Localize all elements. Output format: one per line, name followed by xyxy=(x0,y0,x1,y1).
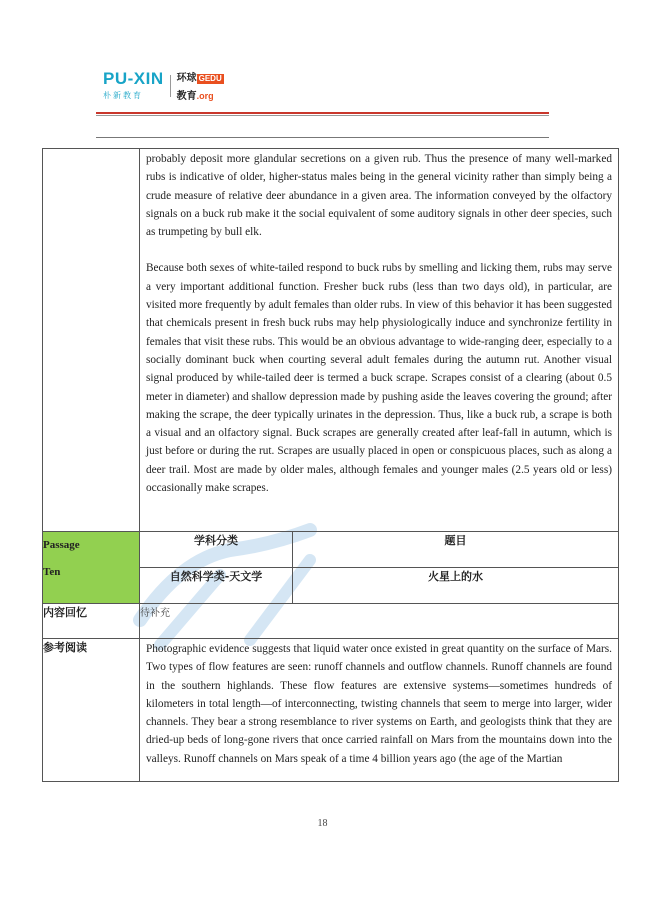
gedu-logo-line2: 教育 xyxy=(176,91,197,102)
gedu-logo xyxy=(177,68,224,104)
reference-label: 参考阅读 xyxy=(43,639,140,782)
passage-number: Ten xyxy=(43,566,61,578)
category-value: 自然科学类-天文学 xyxy=(140,568,293,604)
passage-label-cell xyxy=(43,532,140,604)
gedu-logo-line1: 环球 xyxy=(176,73,197,84)
reference-text: Photographic evidence suggests that liquid water once existed in great quantity on the surface of Mars. Two types of flow features are seen: runoff channels and outflow channels. Runoff channels are found in the southern highlands. These flow features are extensive systems—sometimes hundreds of kilometers in total length—of interconnecting, twisting channels that seem to merge into larger, wider channels. They bear a strong resemblance to river systems on Earth, and geologists think that they are dried-up beds of long-gone rivers that once carried rainfall on Mars from the mountains down into the valleys. Runoff channels on Mars speak of a time 4 billion years ago (the age of the Martian xyxy=(146,643,612,765)
title-value: 火星上的水 xyxy=(293,568,619,604)
recall-value: 待补充 xyxy=(140,604,619,639)
empty-label-cell xyxy=(43,149,140,532)
passage-header-row xyxy=(43,532,619,568)
passage-label: Passage xyxy=(43,539,80,551)
title-header: 题目 xyxy=(293,532,619,568)
recall-label: 内容回忆 xyxy=(43,604,140,639)
header-rule-gray xyxy=(96,137,549,138)
intro-paragraph-2: Because both sexes of white-tailed respond to buck rubs by smelling and licking them, rubs may serve a very important additional function. Fresher buck rubs (less than two days old), in particular, are visited more frequently by adult females than older rubs. In view of this behavior it has been suggested that chemicals present in fresh buck rubs may help physiologically induce and synchronize fertility in females that visit these rubs. This would be an obvious advantage to wide-ranging deer, especially to a socially dominant buck when courting several adult females during the autumn rut. Another visual signal produced by while-tailed deer is termed a buck scrape. Scrapes consist of a clearing (about 0.5 meter in diameter) and shallow depression made by pushing aside the leaves covering the ground; after making the scrape, the deer typically urinates in the depression. Thus, like a buck rub, a scrape is both a visual and an olfactory signal. Buck scrapes are generally created after leaf-fall in autumn, which is just before or during the rut. Scrapes are usually placed in open or conspicuous places, such as along a deer trail. Most are made by older males, although females and younger males (2.5 years old or less) occasionally make scrapes. xyxy=(146,262,612,495)
continued-text-row xyxy=(43,149,619,532)
logo-separator xyxy=(170,75,171,97)
category-header: 学科分类 xyxy=(140,532,293,568)
continued-text-cell xyxy=(140,149,619,532)
gedu-org-suffix: .org xyxy=(196,91,214,101)
header-rule-red xyxy=(96,112,549,114)
passage-table xyxy=(42,148,619,782)
puxin-logo-subtext: 朴新教育 xyxy=(103,91,143,100)
intro-paragraph-1: probably deposit more glandular secretions on a given rub. Thus the presence of many well-marked rubs is indicative of older, higher-status males being in the general vicinity rather than simply being a crude measure of relative deer abundance in a given area. The information conveyed by the olfactory signals on a buck rub make it the social equivalent of some auditory signals in other deer species, such as trumpeting by bull elk. xyxy=(146,153,612,239)
gedu-badge: GEDU xyxy=(198,74,222,83)
recall-row xyxy=(43,604,619,639)
header-logo xyxy=(103,69,224,102)
header-rule-thin xyxy=(96,115,549,116)
reference-row xyxy=(43,639,619,782)
puxin-logo xyxy=(103,71,164,101)
page-number: 18 xyxy=(317,818,328,829)
reference-text-cell xyxy=(140,639,619,782)
puxin-logo-text: PU-XIN xyxy=(103,69,164,88)
